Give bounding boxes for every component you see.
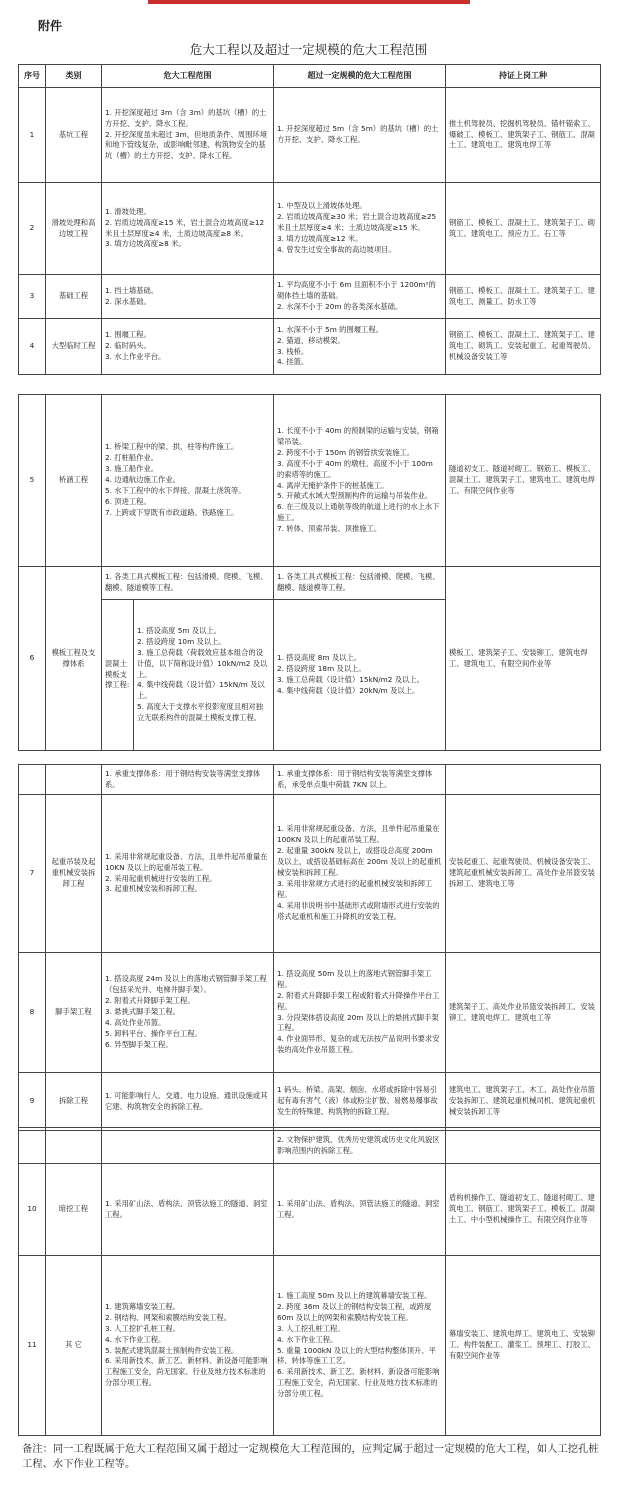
scope-item: 2. 搭设跨度 10m 及以上。 — [137, 636, 226, 646]
workers-cell: 隧道初支工、隧道衬砌工、钢筋工、模板工、混凝土工、建筑架子工、建筑电工、建筑电焊工、有限空间作业等 — [446, 395, 601, 567]
table-row — [19, 1128, 601, 1164]
workers-cell: 建筑电工、建筑架子工、木工、高处作业吊篮安装拆卸工、建筑起重机械司机、建筑起重机械安装拆卸工等 — [446, 1073, 601, 1131]
scope-item: 2. 起重量 300kN 及以上，或搭设总高度 200m 及以上，或搭设基础标高在 200m 及以上的起重机械安装和拆卸工程。 — [277, 846, 442, 878]
workers-cell — [446, 1128, 601, 1164]
row-number: 1 — [19, 88, 46, 183]
over-scope-cell — [274, 600, 446, 751]
scope-item: 1. 各类工具式模板工程：包括滑模、爬模、飞模、翻模、隧道模等工程。 — [277, 572, 440, 592]
scope-cell — [102, 1073, 274, 1131]
scope-item: 6. 采用新技术、新工艺、新材料、新设备可能影响工程施工安全，尚无国家、行业及地方技术标准的分部分项工程。 — [277, 1367, 440, 1399]
scope-sublabel: 混凝土模板支撑工程: — [102, 600, 134, 751]
scope-item: 3. 施工船作业。 — [105, 464, 159, 474]
scope-item: 1. 建筑幕墙安装工程。 — [105, 1301, 180, 1311]
scope-cell — [102, 1256, 274, 1436]
row-category: 大型临时工程 — [46, 319, 102, 375]
scope-cell — [102, 795, 274, 953]
scope-item: 5. 装配式建筑混凝土预制构件安装工程。 — [105, 1345, 239, 1355]
scope-item: 5. 高度大于支撑水平投影宽度且相对独立无联系构件的混凝土模板支撑工程。 — [137, 702, 264, 723]
row-number: 9 — [19, 1073, 46, 1131]
workers-cell: 钢筋工、模板工、混凝土工、建筑架子工、建筑电工、测量工、防水工等 — [446, 275, 601, 319]
scope-item: 2. 钢结构、网架和索膜结构安装工程。 — [105, 1312, 232, 1322]
row-category: 基础工程 — [46, 275, 102, 319]
scope-item: 3. 起重机械安装和拆卸工程。 — [105, 884, 202, 894]
scope-item: 2. 临时码头。 — [105, 341, 151, 351]
header-cell: 危大工程范围 — [102, 65, 274, 88]
page-title: 危大工程以及超过一定规模的危大工程范围 — [189, 42, 428, 57]
over-scope-cell — [274, 275, 446, 319]
scope-item: 1. 各类工具式模板工程：包括滑模、爬模、飞模、翻模、隧道模等工程。 — [105, 572, 268, 592]
over-scope-cell — [274, 1073, 446, 1131]
scope-item: 2. 水深不小于 20m 的各类深水基础。 — [277, 301, 403, 311]
row-number: 6 — [19, 567, 46, 751]
row-category: 桥涵工程 — [46, 395, 102, 567]
scope-item: 1. 滑坡处理。 — [105, 206, 151, 216]
scope-item: 1. 长度不小于 40m 的预制梁的运输与安装，钢箱梁吊装。 — [277, 425, 439, 446]
scope-item: 1. 采用矿山法、盾构法、顶管法施工的隧道、洞室工程。 — [105, 1198, 268, 1219]
scope-item: 3. 悬挑式脚手架工程。 — [105, 1007, 180, 1017]
scope-item: 2. 岩质边坡高度≥30 米；岩土混合边坡高度≥25 米且土层厚度≥4 米；土质边坡高度≥15 米。 — [277, 212, 437, 233]
over-scope-cell — [274, 319, 446, 375]
scope-item: 3. 分段架体搭设高度 20m 及以上的悬挑式脚手架工程。 — [277, 1012, 439, 1033]
over-scope-cell — [274, 765, 446, 795]
scope-item: 3. 人工挖孔桩工程。 — [277, 1323, 345, 1333]
row-category: 脚手架工程 — [46, 953, 102, 1073]
over-scope-cell — [274, 567, 446, 600]
scope-item: 2. 采用起重机械进行安装的工程。 — [105, 873, 217, 883]
table-header-row — [19, 65, 601, 88]
scope-item: 2. 文物保护建筑、优秀历史建筑或历史文化风貌区影响范围内的拆除工程。 — [277, 1134, 440, 1155]
scope-cell — [134, 600, 274, 751]
table-row — [19, 953, 601, 1073]
range-table-part-4 — [18, 1127, 601, 1436]
workers-cell: 安装起重工、起重驾驶员、机械设备安装工、建筑起重机械安装拆卸工、高处作业吊篮安装拆卸工、建筑电工等 — [446, 795, 601, 953]
scope-item: 6. 采用新技术、新工艺、新材料、新设备可能影响工程施工安全，尚无国家、行业及地方技术标准的分部分项工程。 — [105, 1356, 268, 1388]
scope-item: 3. 施工总荷载（设计值）15kN/m2 及以上。 — [277, 675, 424, 684]
row-number: 8 — [19, 953, 46, 1073]
scope-item: 3. 高度不小于 40m 的墩柱、高度不小于 100m 的索塔等的施工。 — [277, 458, 433, 479]
range-table-part-3 — [18, 764, 601, 1131]
scope-item: 2. 附着式升降脚手架工程。 — [105, 996, 195, 1006]
scope-item: 3. 水上作业平台。 — [105, 351, 166, 361]
scope-item: 4. 采用非说明书中基础形式或附墙形式进行安装的塔式起重机和施工升降机的安装工程。 — [277, 900, 440, 921]
scope-cell — [102, 765, 274, 795]
over-scope-cell — [274, 183, 446, 275]
scope-item: 2. 深水基础。 — [105, 296, 151, 306]
row-category: 暗挖工程 — [46, 1164, 102, 1256]
scope-item: 6. 顶进工程。 — [105, 496, 151, 506]
scope-item: 4. 集中线荷载（设计值）15kN/m 及以上。 — [137, 680, 265, 701]
scope-item: 6. 异型脚手架工程。 — [105, 1039, 173, 1049]
header-cell: 类别 — [46, 65, 102, 88]
workers-cell: 钢筋工、模板工、混凝土工、建筑架子工、砌筑工、建筑电工、预应力工、石工等 — [446, 183, 601, 275]
workers-cell: 建筑架子工、高处作业吊篮安装拆卸工、安装铆工、建筑电焊工、建筑电工等 — [446, 953, 601, 1073]
scope-item: 1. 承重支撑体系：用于钢结构安装等满堂支撑体系，承受单点集中荷载 7KN 以上。 — [277, 768, 433, 789]
table-row — [19, 1256, 601, 1436]
row-number: 10 — [19, 1164, 46, 1256]
scope-item: 1. 桥梁工程中的梁、拱、柱等构件施工。 — [105, 442, 239, 452]
scope-item: 4. 作业面异形、复杂的或无法按产品说明书要求安装的高处作业吊篮工程。 — [277, 1034, 440, 1055]
scope-item: 4. 离岸无掩护条件下的桩基施工。 — [277, 480, 389, 490]
over-scope-cell — [274, 795, 446, 953]
scope-item: 1. 搭设高度 8m 及以上。 — [277, 653, 362, 663]
range-table-part-2 — [18, 394, 601, 751]
row-category: 模板工程及支撑体系 — [46, 567, 102, 751]
workers-cell: 模板工、建筑架子工、安装铆工、建筑电焊工、建筑电工、有限空间作业等 — [446, 567, 601, 751]
scope-item: 3. 填方边坡高度≥8 米。 — [105, 239, 186, 249]
row-category: 基坑工程 — [46, 88, 102, 183]
table-row — [19, 88, 601, 183]
scope-item: 1. 搭设高度 24m 及以上的落地式钢管脚手架工程（包括采光井、电梯井脚手架）。 — [105, 974, 267, 995]
scope-item: 1. 承重支撑体系：用于钢结构安装等满堂支撑体系。 — [105, 768, 261, 789]
row-number: 3 — [19, 275, 46, 319]
scope-item: 3. 施工总荷载（荷载效应基本组合的设计值，以下简称设计值）10kN/m2 及以上。 — [137, 647, 268, 679]
table-row — [19, 275, 601, 319]
row-number: 2 — [19, 183, 46, 275]
footnote: 备注：同一工程既属于危大工程范围又属于超过一定规模危大工程范围的，应判定属于超过一定规模的危大工程，如人工挖孔桩工程、水下作业工程等。 — [22, 1443, 599, 1471]
table-row — [19, 567, 601, 600]
workers-cell: 推土机驾驶员、挖掘机驾驶员、锚杆锚索工、爆破工、模板工、建筑架子工、钢筋工、混凝土工、建筑电工、建筑电焊工等 — [446, 88, 601, 183]
header-cell: 序号 — [19, 65, 46, 88]
row-category — [46, 765, 102, 795]
table-row — [19, 1164, 601, 1256]
scope-item: 1. 开挖深度超过 3m（含 3m）的基坑（槽）的土方开挖、支护、降水工程。 — [105, 107, 267, 128]
row-number — [19, 1128, 46, 1164]
scope-item: 1 码头、桥梁、高架、烟囱、水塔或拆除中容易引起有毒有害气（液）体或粉尘扩散、易燃易爆事故发生的特殊建、构筑物的拆除工程。 — [277, 1085, 438, 1116]
scope-item: 2. 跨度 36m 及以上的钢结构安装工程，或跨度 60m 及以上的网架和索膜结构安装工程。 — [277, 1301, 432, 1322]
table-row — [19, 1073, 601, 1131]
scope-item: 1. 采用矿山法、盾构法、顶管法施工的隧道、洞室工程。 — [277, 1198, 440, 1219]
scope-item: 2. 岩质边坡高度≥15 米，岩土混合边坡高度≥12 米且土层厚度≥4 米，土质边坡高度≥8 米。 — [105, 217, 265, 238]
scope-item: 1. 平均高度不小于 6m 且面积不小于 1200m²的砌体挡土墙的基础。 — [277, 280, 436, 301]
header-cell: 超过一定规模的危大工程范围 — [274, 65, 446, 88]
attachment-label: 附件 — [38, 19, 63, 33]
over-scope-cell — [274, 1164, 446, 1256]
scope-cell — [102, 567, 274, 600]
row-number: 4 — [19, 319, 46, 375]
scope-item: 3. 栈桥。 — [277, 346, 309, 356]
scope-item: 6. 在三级及以上通航等级的航道上进行的水上水下施工。 — [277, 502, 440, 523]
scope-item: 7. 上跨或下穿既有市政道路、铁路施工。 — [105, 507, 239, 517]
scope-item: 4. 边通航边施工作业。 — [105, 475, 180, 485]
scope-item: 7. 转体、顶索吊装、顶推施工。 — [277, 524, 382, 534]
over-scope-cell — [274, 1128, 446, 1164]
workers-cell — [446, 765, 601, 795]
workers-cell: 钢筋工、模板工、混凝土工、建筑架子工、建筑电工、砌筑工、安装起重工、起重驾驶员、机械设备安装工等 — [446, 319, 601, 375]
table-row — [19, 319, 601, 375]
scope-item: 1. 围堰工程。 — [105, 330, 151, 340]
scope-item: 1. 开挖深度超过 5m（含 5m）的基坑（槽）的土方开挖、支护、降水工程。 — [277, 124, 439, 144]
scope-item: 1. 水深不小于 5m 的围堰工程。 — [277, 324, 383, 334]
workers-cell: 盾构机操作工、隧道初支工、隧道衬砌工、建筑电工、钢筋工、建筑架子工、模板工、混凝土工、中小型机械操作工、有限空间作业等 — [446, 1164, 601, 1256]
row-category — [46, 1128, 102, 1164]
scope-item: 2. 跨度不小于 150m 的钢管拱安装施工。 — [277, 447, 415, 457]
table-row — [19, 765, 601, 795]
scope-item: 4. 高处作业吊篮。 — [105, 1017, 166, 1027]
scope-item: 5. 开敞式水域大型预制构件的运输与吊装作业。 — [277, 491, 433, 501]
table-row — [19, 795, 601, 953]
scope-item: 2. 打桩船作业。 — [105, 453, 159, 463]
workers-cell: 幕墙安装工、建筑电焊工、建筑电工、安装铆工、构件装配工、灌浆工、预埋工、打胶工、有限空间作业等 — [446, 1256, 601, 1436]
scope-item: 5. 重量 1000kN 及以上的大型结构整体顶升、平移、转体等施工工艺。 — [277, 1345, 436, 1366]
scope-cell — [102, 1164, 274, 1256]
header-cell: 持证上岗工种 — [446, 65, 601, 88]
scope-item: 4. 曾发生过安全事故的高边坡项目。 — [277, 244, 396, 254]
top-accent-bar — [148, 0, 470, 4]
scope-item: 1. 中型及以上滑坡体处理。 — [277, 201, 367, 211]
row-category: 滑坡处理和高边坡工程 — [46, 183, 102, 275]
scope-item: 1. 搭设高度 50m 及以上的落地式钢管脚手架工程。 — [277, 968, 432, 989]
scope-item: 2. 猫道、移动模架。 — [277, 335, 345, 345]
row-category: 起重吊装及起重机械安装拆卸工程 — [46, 795, 102, 953]
over-scope-cell — [274, 88, 446, 183]
scope-item: 2. 开挖深度虽未超过 3m，但地质条件、周围环境和地下管线复杂，或影响毗邻建、构筑物安全的基坑（槽）的土方开挖、支护、降水工程。 — [105, 129, 267, 161]
scope-item: 3. 填方边坡高度≥12 米。 — [277, 233, 363, 243]
scope-cell — [102, 183, 274, 275]
scope-item: 1. 可能影响行人、交通、电力设施、通讯设施或其它建、构筑物安全的拆除工程。 — [105, 1090, 268, 1111]
row-number — [19, 765, 46, 795]
scope-item: 4. 水下作业工程。 — [105, 1334, 166, 1344]
scope-item: 1. 采用非常规起重设备、方法，且单件起吊重量在 10KN 及以上的起重吊装工程。 — [105, 851, 268, 872]
scope-item: 4. 集中线荷载（设计值）20kN/m 及以上。 — [277, 685, 420, 695]
scope-item: 5. 卸料平台、操作平台工程。 — [105, 1028, 202, 1038]
scope-cell — [102, 275, 274, 319]
table-row — [19, 183, 601, 275]
scope-item: 1. 搭设高度 5m 及以上。 — [137, 625, 222, 635]
scope-item: 1. 挡土墙基础。 — [105, 285, 159, 295]
scope-item: 5. 水下工程中的水下焊接、混凝土浇筑等。 — [105, 485, 246, 495]
row-number: 7 — [19, 795, 46, 953]
scope-item: 3. 人工挖扩孔桩工程。 — [105, 1323, 180, 1333]
scope-item: 1. 施工高度 50m 及以上的建筑幕墙安装工程。 — [277, 1290, 432, 1300]
over-scope-cell — [274, 1256, 446, 1436]
row-category: 其 它 — [46, 1256, 102, 1436]
row-number: 11 — [19, 1256, 46, 1436]
scope-item: 2. 附着式升降脚手架工程或附着式升降操作平台工程。 — [277, 990, 440, 1011]
scope-item: 2. 搭设跨度 18m 及以上。 — [277, 664, 366, 674]
over-scope-cell — [274, 395, 446, 567]
table-row — [19, 395, 601, 567]
scope-cell — [102, 88, 274, 183]
scope-cell — [102, 953, 274, 1073]
scope-cell — [102, 1128, 274, 1164]
row-number: 5 — [19, 395, 46, 567]
scope-item: 4. 挂篮。 — [277, 357, 309, 367]
scope-cell — [102, 319, 274, 375]
scope-cell — [102, 395, 274, 567]
scope-item: 1. 采用非常规起重设备、方法，且单件起吊重量在 100KN 及以上的起重吊装工程。 — [277, 824, 440, 845]
range-table-part-1 — [18, 64, 601, 375]
over-scope-cell — [274, 953, 446, 1073]
scope-item: 4. 水下作业工程。 — [277, 1334, 338, 1344]
row-category: 拆除工程 — [46, 1073, 102, 1131]
scope-item: 3. 采用非常规方式进行的起重机械安装和拆卸工程。 — [277, 878, 433, 899]
